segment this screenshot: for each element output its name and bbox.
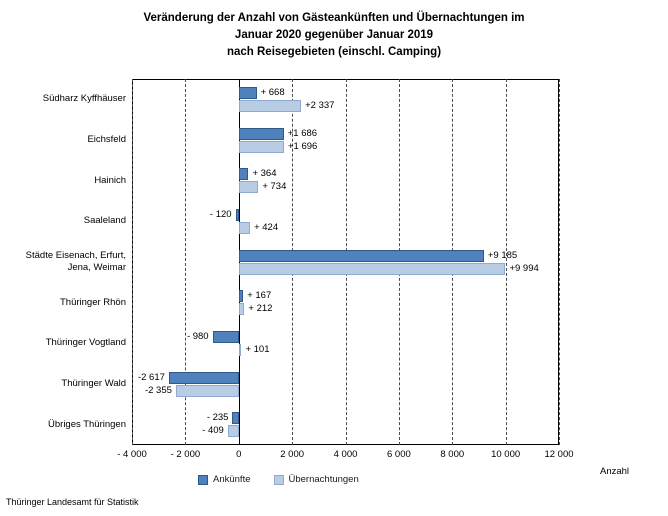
legend-label: Ankünfte bbox=[213, 474, 251, 485]
bar-value-label: +2 337 bbox=[305, 99, 335, 111]
bar-uebernachtungen bbox=[239, 344, 242, 356]
x-tick-label: - 4 000 bbox=[117, 449, 147, 460]
x-tick-label: 2 000 bbox=[280, 449, 305, 460]
bar-ankuenfte bbox=[169, 372, 239, 384]
legend-swatch bbox=[274, 475, 284, 485]
bar-uebernachtungen bbox=[228, 425, 239, 437]
bar-value-label: - 235 bbox=[206, 412, 229, 424]
bar-value-label: - 409 bbox=[202, 425, 224, 437]
bar-value-label: +9 994 bbox=[509, 262, 539, 274]
bar-ankuenfte bbox=[236, 209, 239, 221]
category-label: Südharz Kyffhäuser bbox=[42, 93, 126, 105]
bar-ankuenfte bbox=[239, 168, 249, 180]
chart-legend bbox=[198, 474, 375, 485]
category-label: Thüringer Rhön bbox=[59, 296, 126, 308]
x-tick-label: 6 000 bbox=[386, 449, 411, 460]
bar-ankuenfte bbox=[239, 87, 257, 99]
category-label: Thüringer Wald bbox=[61, 378, 126, 389]
title-line-3: nach Reisegebieten (einschl. Camping) bbox=[226, 46, 442, 58]
bar-value-label: + 364 bbox=[252, 168, 277, 180]
bar-value-label: +1 696 bbox=[288, 140, 318, 152]
gridline bbox=[132, 79, 133, 445]
source-note: Thüringer Landesamt für Statistik bbox=[6, 497, 139, 507]
bar-value-label: - 120 bbox=[209, 208, 232, 220]
title-line-1: Veränderung der Anzahl von Gästeankünften und Übernachtungen im bbox=[143, 12, 525, 24]
bar-value-label: + 668 bbox=[260, 86, 285, 98]
bar-uebernachtungen bbox=[239, 222, 250, 234]
bar-ankuenfte bbox=[232, 412, 238, 424]
bar-uebernachtungen bbox=[239, 141, 284, 153]
bar-value-label: + 167 bbox=[247, 290, 272, 302]
bar-value-label: -2 355 bbox=[144, 384, 172, 396]
bar-ankuenfte bbox=[239, 290, 243, 302]
bar-value-label: - 980 bbox=[186, 330, 209, 342]
bar-value-label: +9 185 bbox=[487, 249, 518, 261]
category-label: Städte Eisenach, Erfurt, Jena, Weimar bbox=[25, 250, 126, 273]
category-label: Hainich bbox=[94, 174, 126, 186]
category-label: Eichsfeld bbox=[87, 134, 126, 145]
gridline bbox=[506, 79, 507, 445]
category-label: Thüringer Vogtland bbox=[45, 337, 126, 349]
legend-item[interactable] bbox=[274, 474, 359, 485]
bar-value-label: + 101 bbox=[245, 343, 270, 355]
legend-label: Übernachtungen bbox=[288, 474, 359, 485]
x-tick-label: - 2 000 bbox=[170, 449, 201, 460]
x-tick-label: 0 bbox=[236, 449, 242, 460]
bar-uebernachtungen bbox=[239, 303, 245, 315]
bar-uebernachtungen bbox=[239, 263, 506, 275]
bar-value-label: + 424 bbox=[254, 221, 279, 233]
bar-value-label: +1 686 bbox=[287, 127, 318, 139]
category-label: Übriges Thüringen bbox=[48, 418, 126, 430]
bar-ankuenfte bbox=[239, 250, 484, 262]
legend-swatch bbox=[198, 475, 208, 485]
x-tick-label: 8 000 bbox=[440, 449, 465, 460]
x-tick-label: 4 000 bbox=[333, 449, 358, 460]
x-tick-label: 12 000 bbox=[544, 449, 574, 460]
bar-uebernachtungen bbox=[239, 181, 259, 193]
bar-uebernachtungen bbox=[239, 100, 301, 112]
bar-value-label: + 734 bbox=[262, 181, 287, 193]
chart-title bbox=[0, 10, 668, 61]
bar-value-label: -2 617 bbox=[137, 371, 165, 383]
category-label: Saaleland bbox=[83, 215, 126, 227]
bar-ankuenfte bbox=[213, 331, 239, 343]
x-tick-label: 10 000 bbox=[491, 449, 521, 460]
bar-uebernachtungen bbox=[176, 385, 239, 397]
title-line-2: Januar 2020 gegenüber Januar 2019 bbox=[234, 29, 434, 41]
gridline bbox=[559, 79, 560, 445]
bar-ankuenfte bbox=[239, 128, 284, 140]
legend-item[interactable] bbox=[198, 474, 251, 485]
x-axis-unit: Anzahl bbox=[600, 466, 630, 477]
bar-value-label: + 212 bbox=[248, 303, 273, 315]
